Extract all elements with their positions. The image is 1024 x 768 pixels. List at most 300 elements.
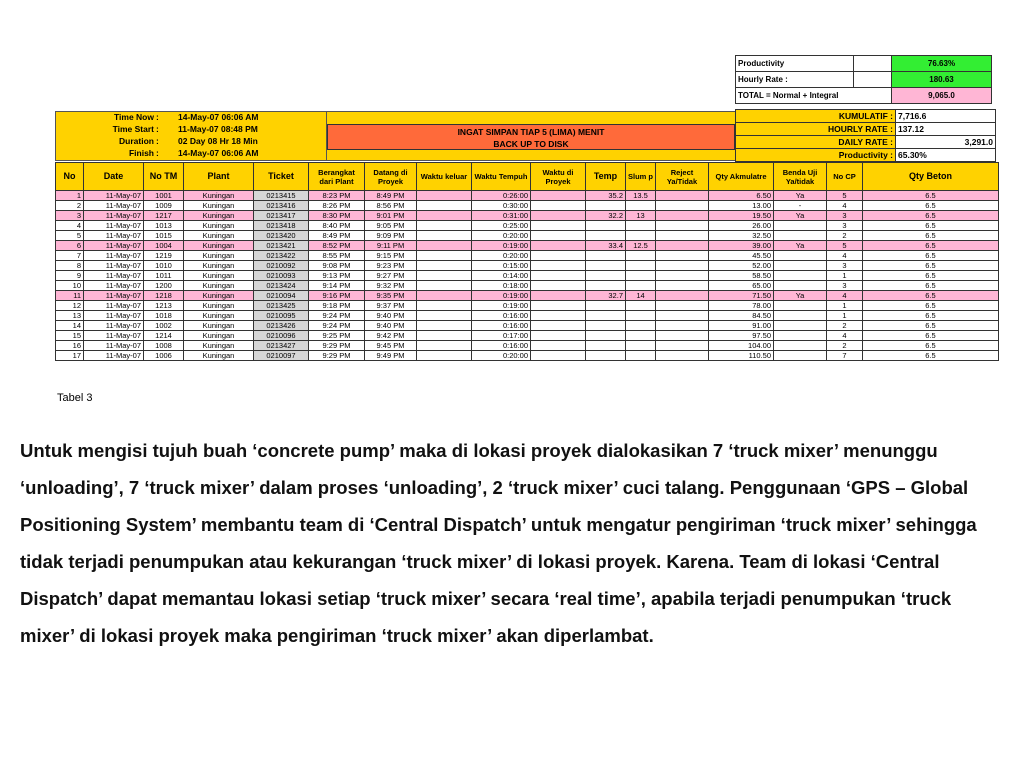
cell-no-cp: 1 [827, 301, 863, 311]
table-row [56, 241, 999, 251]
cell-ticket: 0213417 [254, 211, 309, 221]
cell-departure: 8:52 PM [309, 241, 365, 251]
cell-ticket: 0210094 [254, 291, 309, 301]
cell-qty-cumulative: 13.00 [709, 201, 774, 211]
col-no-cp: No CP [827, 163, 863, 191]
cell-no-cp: 7 [827, 351, 863, 361]
cell-temp: 33.4 [586, 241, 626, 251]
cell-exit-time [417, 311, 472, 321]
cell-date: 11-May-07 [84, 231, 144, 241]
cell-travel-time: 0:20:00 [472, 351, 531, 361]
cell-exit-time [417, 261, 472, 271]
cell-test-sample [774, 351, 827, 361]
cell-no: 10 [56, 281, 84, 291]
cell-departure: 8:26 PM [309, 201, 365, 211]
cell-exit-time [417, 191, 472, 201]
cell-arrival: 9:35 PM [365, 291, 417, 301]
cell-plant: Kuningan [184, 231, 254, 241]
cell-exit-time [417, 351, 472, 361]
kpi-row [736, 123, 996, 136]
cell-slump [626, 231, 656, 241]
col-arrival: Datang di Proyek [365, 163, 417, 191]
cell-arrival: 9:15 PM [365, 251, 417, 261]
table-row [56, 191, 999, 201]
cell-site-time [531, 201, 586, 211]
cell-departure: 9:29 PM [309, 351, 365, 361]
cell-departure: 8:30 PM [309, 211, 365, 221]
cell-site-time [531, 351, 586, 361]
table-row [56, 291, 999, 301]
cell-date: 11-May-07 [84, 311, 144, 321]
cell-qty-beton: 6.5 [863, 351, 999, 361]
cell-no-cp: 3 [827, 211, 863, 221]
cell-reject [656, 341, 709, 351]
cell-ticket: 0213415 [254, 191, 309, 201]
cell-test-sample: - [774, 201, 827, 211]
cell-site-time [531, 321, 586, 331]
kpi-block [735, 109, 996, 162]
cell-plant: Kuningan [184, 341, 254, 351]
cell-ticket: 0213422 [254, 251, 309, 261]
cell-ticket: 0213420 [254, 231, 309, 241]
cell-travel-time: 0:30:00 [472, 201, 531, 211]
kpi-key: HOURLY RATE : [736, 123, 896, 136]
cell-travel-time: 0:17:00 [472, 331, 531, 341]
cell-temp [586, 301, 626, 311]
cell-arrival: 8:49 PM [365, 191, 417, 201]
cell-exit-time [417, 251, 472, 261]
cell-slump [626, 321, 656, 331]
cell-departure: 9:29 PM [309, 341, 365, 351]
cell-plant: Kuningan [184, 241, 254, 251]
cell-temp [586, 201, 626, 211]
table-row [56, 321, 999, 331]
cell-arrival: 9:11 PM [365, 241, 417, 251]
cell-test-sample [774, 311, 827, 321]
cell-exit-time [417, 241, 472, 251]
col-test-sample: Benda Uji Ya/tidak [774, 163, 827, 191]
cell-temp: 32.7 [586, 291, 626, 301]
cell-reject [656, 281, 709, 291]
time-start-key: Time Start [112, 124, 154, 134]
cell-temp [586, 231, 626, 241]
kpi-value: 65.30% [896, 149, 996, 162]
cell-arrival: 9:05 PM [365, 221, 417, 231]
cell-temp [586, 281, 626, 291]
cell-qty-cumulative: 104.00 [709, 341, 774, 351]
cell-no-tm: 1214 [144, 331, 184, 341]
cell-no-tm: 1013 [144, 221, 184, 231]
table-row [56, 351, 999, 361]
cell-qty-cumulative: 39.00 [709, 241, 774, 251]
cell-no-tm: 1219 [144, 251, 184, 261]
cell-no-tm: 1009 [144, 201, 184, 211]
cell-qty-cumulative: 110.50 [709, 351, 774, 361]
cell-slump: 13.5 [626, 191, 656, 201]
cell-ticket: 0210096 [254, 331, 309, 341]
cell-departure: 9:16 PM [309, 291, 365, 301]
cell-exit-time [417, 331, 472, 341]
col-ticket: Ticket [254, 163, 309, 191]
cell-arrival: 9:01 PM [365, 211, 417, 221]
colon: : [156, 112, 159, 122]
cell-no: 6 [56, 241, 84, 251]
cell-ticket: 0213418 [254, 221, 309, 231]
cell-date: 11-May-07 [84, 341, 144, 351]
cell-qty-beton: 6.5 [863, 261, 999, 271]
table-row [56, 301, 999, 311]
cell-date: 11-May-07 [84, 221, 144, 231]
cell-slump [626, 301, 656, 311]
cell-no-tm: 1006 [144, 351, 184, 361]
cell-no-cp: 2 [827, 321, 863, 331]
cell-departure: 9:08 PM [309, 261, 365, 271]
hourly-rate-blank [854, 72, 892, 88]
cell-slump [626, 221, 656, 231]
cell-ticket: 0210097 [254, 351, 309, 361]
cell-date: 11-May-07 [84, 211, 144, 221]
cell-site-time [531, 291, 586, 301]
cell-site-time [531, 341, 586, 351]
cell-temp [586, 221, 626, 231]
cell-site-time [531, 251, 586, 261]
cell-departure: 9:18 PM [309, 301, 365, 311]
cell-travel-time: 0:20:00 [472, 251, 531, 261]
cell-reject [656, 271, 709, 281]
cell-no: 2 [56, 201, 84, 211]
cell-test-sample [774, 331, 827, 341]
cell-departure: 9:24 PM [309, 321, 365, 331]
cell-temp [586, 271, 626, 281]
cell-no-tm: 1002 [144, 321, 184, 331]
cell-no-cp: 5 [827, 241, 863, 251]
cell-no-tm: 1010 [144, 261, 184, 271]
cell-qty-beton: 6.5 [863, 321, 999, 331]
cell-exit-time [417, 291, 472, 301]
productivity-blank [854, 56, 892, 72]
cell-plant: Kuningan [184, 221, 254, 231]
cell-arrival: 9:40 PM [365, 311, 417, 321]
cell-site-time [531, 301, 586, 311]
cell-travel-time: 0:19:00 [472, 241, 531, 251]
time-start-value: 11-May-07 08:48 PM [178, 124, 258, 134]
delivery-table [55, 162, 999, 361]
col-date: Date [84, 163, 144, 191]
cell-no-tm: 1015 [144, 231, 184, 241]
cell-date: 11-May-07 [84, 191, 144, 201]
cell-site-time [531, 191, 586, 201]
cell-date: 11-May-07 [84, 251, 144, 261]
cell-reject [656, 221, 709, 231]
cell-date: 11-May-07 [84, 331, 144, 341]
cell-plant: Kuningan [184, 311, 254, 321]
cell-test-sample [774, 301, 827, 311]
cell-temp [586, 261, 626, 271]
cell-no-tm: 1213 [144, 301, 184, 311]
cell-plant: Kuningan [184, 271, 254, 281]
cell-no-tm: 1200 [144, 281, 184, 291]
cell-qty-beton: 6.5 [863, 341, 999, 351]
kpi-key: Productivity : [736, 149, 896, 162]
cell-qty-cumulative: 58.50 [709, 271, 774, 281]
cell-temp: 35.2 [586, 191, 626, 201]
kpi-value: 3,291.0 [896, 136, 996, 149]
cell-no-tm: 1004 [144, 241, 184, 251]
cell-temp [586, 321, 626, 331]
hourly-rate-label: Hourly Rate : [736, 72, 854, 88]
cell-site-time [531, 331, 586, 341]
productivity-label: Productivity [736, 56, 854, 72]
col-no: No [56, 163, 84, 191]
cell-qty-beton: 6.5 [863, 221, 999, 231]
table-body [56, 191, 999, 361]
time-header [55, 111, 327, 161]
col-qty-cumulative: Qty Akmulatre [709, 163, 774, 191]
total-label: TOTAL = Normal + Integral [736, 88, 892, 104]
cell-slump [626, 351, 656, 361]
cell-reject [656, 331, 709, 341]
cell-temp: 32.2 [586, 211, 626, 221]
colon: : [156, 136, 159, 146]
notice-line-2: BACK UP TO DISK [493, 139, 569, 149]
cell-qty-beton: 6.5 [863, 301, 999, 311]
cell-slump [626, 341, 656, 351]
cell-arrival: 9:27 PM [365, 271, 417, 281]
cell-no: 5 [56, 231, 84, 241]
cell-site-time [531, 241, 586, 251]
cell-qty-beton: 6.5 [863, 211, 999, 221]
cell-no-cp: 5 [827, 191, 863, 201]
table-caption: Tabel 3 [57, 392, 93, 404]
cell-plant: Kuningan [184, 281, 254, 291]
cell-no-tm: 1217 [144, 211, 184, 221]
body-paragraph: Untuk mengisi tujuh buah ‘concrete pump’ maka di lokasi proyek dialokasikan 7 ‘truck mixer’ menunggu ‘unloading’, 7 ‘truck mixer’ dalam proses ‘unloading’, 2 ‘truck mixer’ cuci talang. Penggunaan ‘GPS – Global Positioning System’ membantu team di ‘Central Dispatch’ untuk mengatur pengiriman ‘truck mixer’ sehingga tidak terjadi penumpukan atau kekurangan ‘truck mixer’ di lokasi proyek. Karena. Team di lokasi ‘Central Dispatch’ dapat memantau lokasi setiap ‘truck mixer’ secara ‘real time’, apabila terjadi penumpukan ‘truck mixer’ di lokasi proyek maka pengiriman ‘truck mixer’ akan diperlambat. [20, 440, 977, 646]
cell-reject [656, 261, 709, 271]
cell-no-cp: 4 [827, 291, 863, 301]
cell-arrival: 9:45 PM [365, 341, 417, 351]
cell-qty-cumulative: 84.50 [709, 311, 774, 321]
cell-ticket: 0213425 [254, 301, 309, 311]
cell-exit-time [417, 271, 472, 281]
cell-travel-time: 0:15:00 [472, 261, 531, 271]
cell-reject [656, 191, 709, 201]
table-row [56, 251, 999, 261]
cell-travel-time: 0:14:00 [472, 271, 531, 281]
cell-no: 11 [56, 291, 84, 301]
cell-arrival: 8:56 PM [365, 201, 417, 211]
backup-notice [327, 124, 735, 150]
total-row [736, 88, 992, 104]
cell-no-tm: 1008 [144, 341, 184, 351]
hourly-rate-row [736, 72, 992, 88]
cell-temp [586, 251, 626, 261]
col-site-time: Waktu di Proyek [531, 163, 586, 191]
cell-plant: Kuningan [184, 251, 254, 261]
col-no-tm: No TM [144, 163, 184, 191]
cell-site-time [531, 311, 586, 321]
cell-no-cp: 4 [827, 331, 863, 341]
cell-temp [586, 311, 626, 321]
table-row [56, 331, 999, 341]
cell-plant: Kuningan [184, 261, 254, 271]
colon: : [156, 148, 159, 158]
cell-reject [656, 311, 709, 321]
cell-no: 1 [56, 191, 84, 201]
table-row [56, 211, 999, 221]
cell-qty-cumulative: 6.50 [709, 191, 774, 201]
cell-qty-beton: 6.5 [863, 281, 999, 291]
cell-no: 15 [56, 331, 84, 341]
cell-reject [656, 211, 709, 221]
cell-qty-beton: 6.5 [863, 291, 999, 301]
cell-site-time [531, 261, 586, 271]
hourly-rate-value: 180.63 [892, 72, 992, 88]
cell-no-cp: 4 [827, 251, 863, 261]
cell-arrival: 9:37 PM [365, 301, 417, 311]
cell-travel-time: 0:18:00 [472, 281, 531, 291]
col-qty-beton: Qty Beton [863, 163, 999, 191]
cell-no-tm: 1001 [144, 191, 184, 201]
cell-arrival: 9:42 PM [365, 331, 417, 341]
cell-reject [656, 351, 709, 361]
cell-qty-cumulative: 45.50 [709, 251, 774, 261]
cell-travel-time: 0:16:00 [472, 321, 531, 331]
cell-no-tm: 1018 [144, 311, 184, 321]
cell-exit-time [417, 231, 472, 241]
cell-test-sample [774, 221, 827, 231]
cell-ticket: 0213426 [254, 321, 309, 331]
cell-travel-time: 0:16:00 [472, 341, 531, 351]
cell-exit-time [417, 301, 472, 311]
cell-test-sample [774, 321, 827, 331]
cell-no-cp: 2 [827, 341, 863, 351]
cell-exit-time [417, 321, 472, 331]
kpi-row [736, 110, 996, 123]
cell-plant: Kuningan [184, 201, 254, 211]
cell-ticket: 0213427 [254, 341, 309, 351]
cell-temp [586, 341, 626, 351]
cell-no-cp: 4 [827, 201, 863, 211]
cell-departure: 8:49 PM [309, 231, 365, 241]
cell-reject [656, 321, 709, 331]
table-row [56, 201, 999, 211]
cell-qty-cumulative: 26.00 [709, 221, 774, 231]
cell-plant: Kuningan [184, 351, 254, 361]
cell-arrival: 9:09 PM [365, 231, 417, 241]
cell-departure: 8:23 PM [309, 191, 365, 201]
cell-date: 11-May-07 [84, 321, 144, 331]
cell-exit-time [417, 341, 472, 351]
cell-test-sample [774, 271, 827, 281]
cell-travel-time: 0:31:00 [472, 211, 531, 221]
cell-exit-time [417, 201, 472, 211]
productivity-row [736, 56, 992, 72]
cell-travel-time: 0:26:00 [472, 191, 531, 201]
cell-temp [586, 331, 626, 341]
cell-date: 11-May-07 [84, 291, 144, 301]
cell-slump: 13 [626, 211, 656, 221]
table-row [56, 261, 999, 271]
cell-no: 16 [56, 341, 84, 351]
cell-qty-beton: 6.5 [863, 331, 999, 341]
cell-ticket: 0213416 [254, 201, 309, 211]
cell-no: 9 [56, 271, 84, 281]
table-row [56, 281, 999, 291]
cell-test-sample: Ya [774, 241, 827, 251]
cell-travel-time: 0:16:00 [472, 311, 531, 321]
cell-exit-time [417, 281, 472, 291]
cell-test-sample [774, 341, 827, 351]
cell-test-sample [774, 261, 827, 271]
cell-no: 12 [56, 301, 84, 311]
cell-test-sample [774, 281, 827, 291]
cell-qty-cumulative: 32.50 [709, 231, 774, 241]
col-departure: Berangkat dari Plant [309, 163, 365, 191]
kpi-key: KUMULATIF : [736, 110, 896, 123]
cell-no: 14 [56, 321, 84, 331]
cell-ticket: 0210093 [254, 271, 309, 281]
cell-qty-cumulative: 91.00 [709, 321, 774, 331]
cell-ticket: 0210095 [254, 311, 309, 321]
col-slump: Slum p [626, 163, 656, 191]
cell-no-tm: 1011 [144, 271, 184, 281]
table-row [56, 271, 999, 281]
cell-arrival: 9:49 PM [365, 351, 417, 361]
cell-no: 3 [56, 211, 84, 221]
finish-row [56, 148, 328, 160]
cell-departure: 9:24 PM [309, 311, 365, 321]
cell-no: 4 [56, 221, 84, 231]
cell-departure: 9:13 PM [309, 271, 365, 281]
productivity-value: 76.63% [892, 56, 992, 72]
table-row [56, 311, 999, 321]
cell-reject [656, 301, 709, 311]
cell-no: 13 [56, 311, 84, 321]
kpi-row [736, 136, 996, 149]
cell-qty-cumulative: 19.50 [709, 211, 774, 221]
cell-travel-time: 0:19:00 [472, 301, 531, 311]
cell-qty-beton: 6.5 [863, 311, 999, 321]
cell-temp [586, 351, 626, 361]
cell-arrival: 9:32 PM [365, 281, 417, 291]
table-row [56, 341, 999, 351]
productivity-box [735, 55, 992, 104]
cell-no-tm: 1218 [144, 291, 184, 301]
cell-plant: Kuningan [184, 331, 254, 341]
cell-qty-beton: 6.5 [863, 201, 999, 211]
cell-site-time [531, 281, 586, 291]
cell-exit-time [417, 211, 472, 221]
kpi-value: 7,716.6 [896, 110, 996, 123]
table-row [56, 221, 999, 231]
table-row [56, 231, 999, 241]
cell-date: 11-May-07 [84, 281, 144, 291]
cell-slump [626, 251, 656, 261]
cell-departure: 8:40 PM [309, 221, 365, 231]
cell-slump [626, 311, 656, 321]
kpi-value: 137.12 [896, 123, 996, 136]
table-header-row [56, 163, 999, 191]
cell-reject [656, 291, 709, 301]
cell-date: 11-May-07 [84, 271, 144, 281]
cell-site-time [531, 271, 586, 281]
cell-site-time [531, 221, 586, 231]
cell-qty-beton: 6.5 [863, 241, 999, 251]
cell-date: 11-May-07 [84, 201, 144, 211]
cell-ticket: 0213424 [254, 281, 309, 291]
cell-reject [656, 231, 709, 241]
cell-date: 11-May-07 [84, 241, 144, 251]
